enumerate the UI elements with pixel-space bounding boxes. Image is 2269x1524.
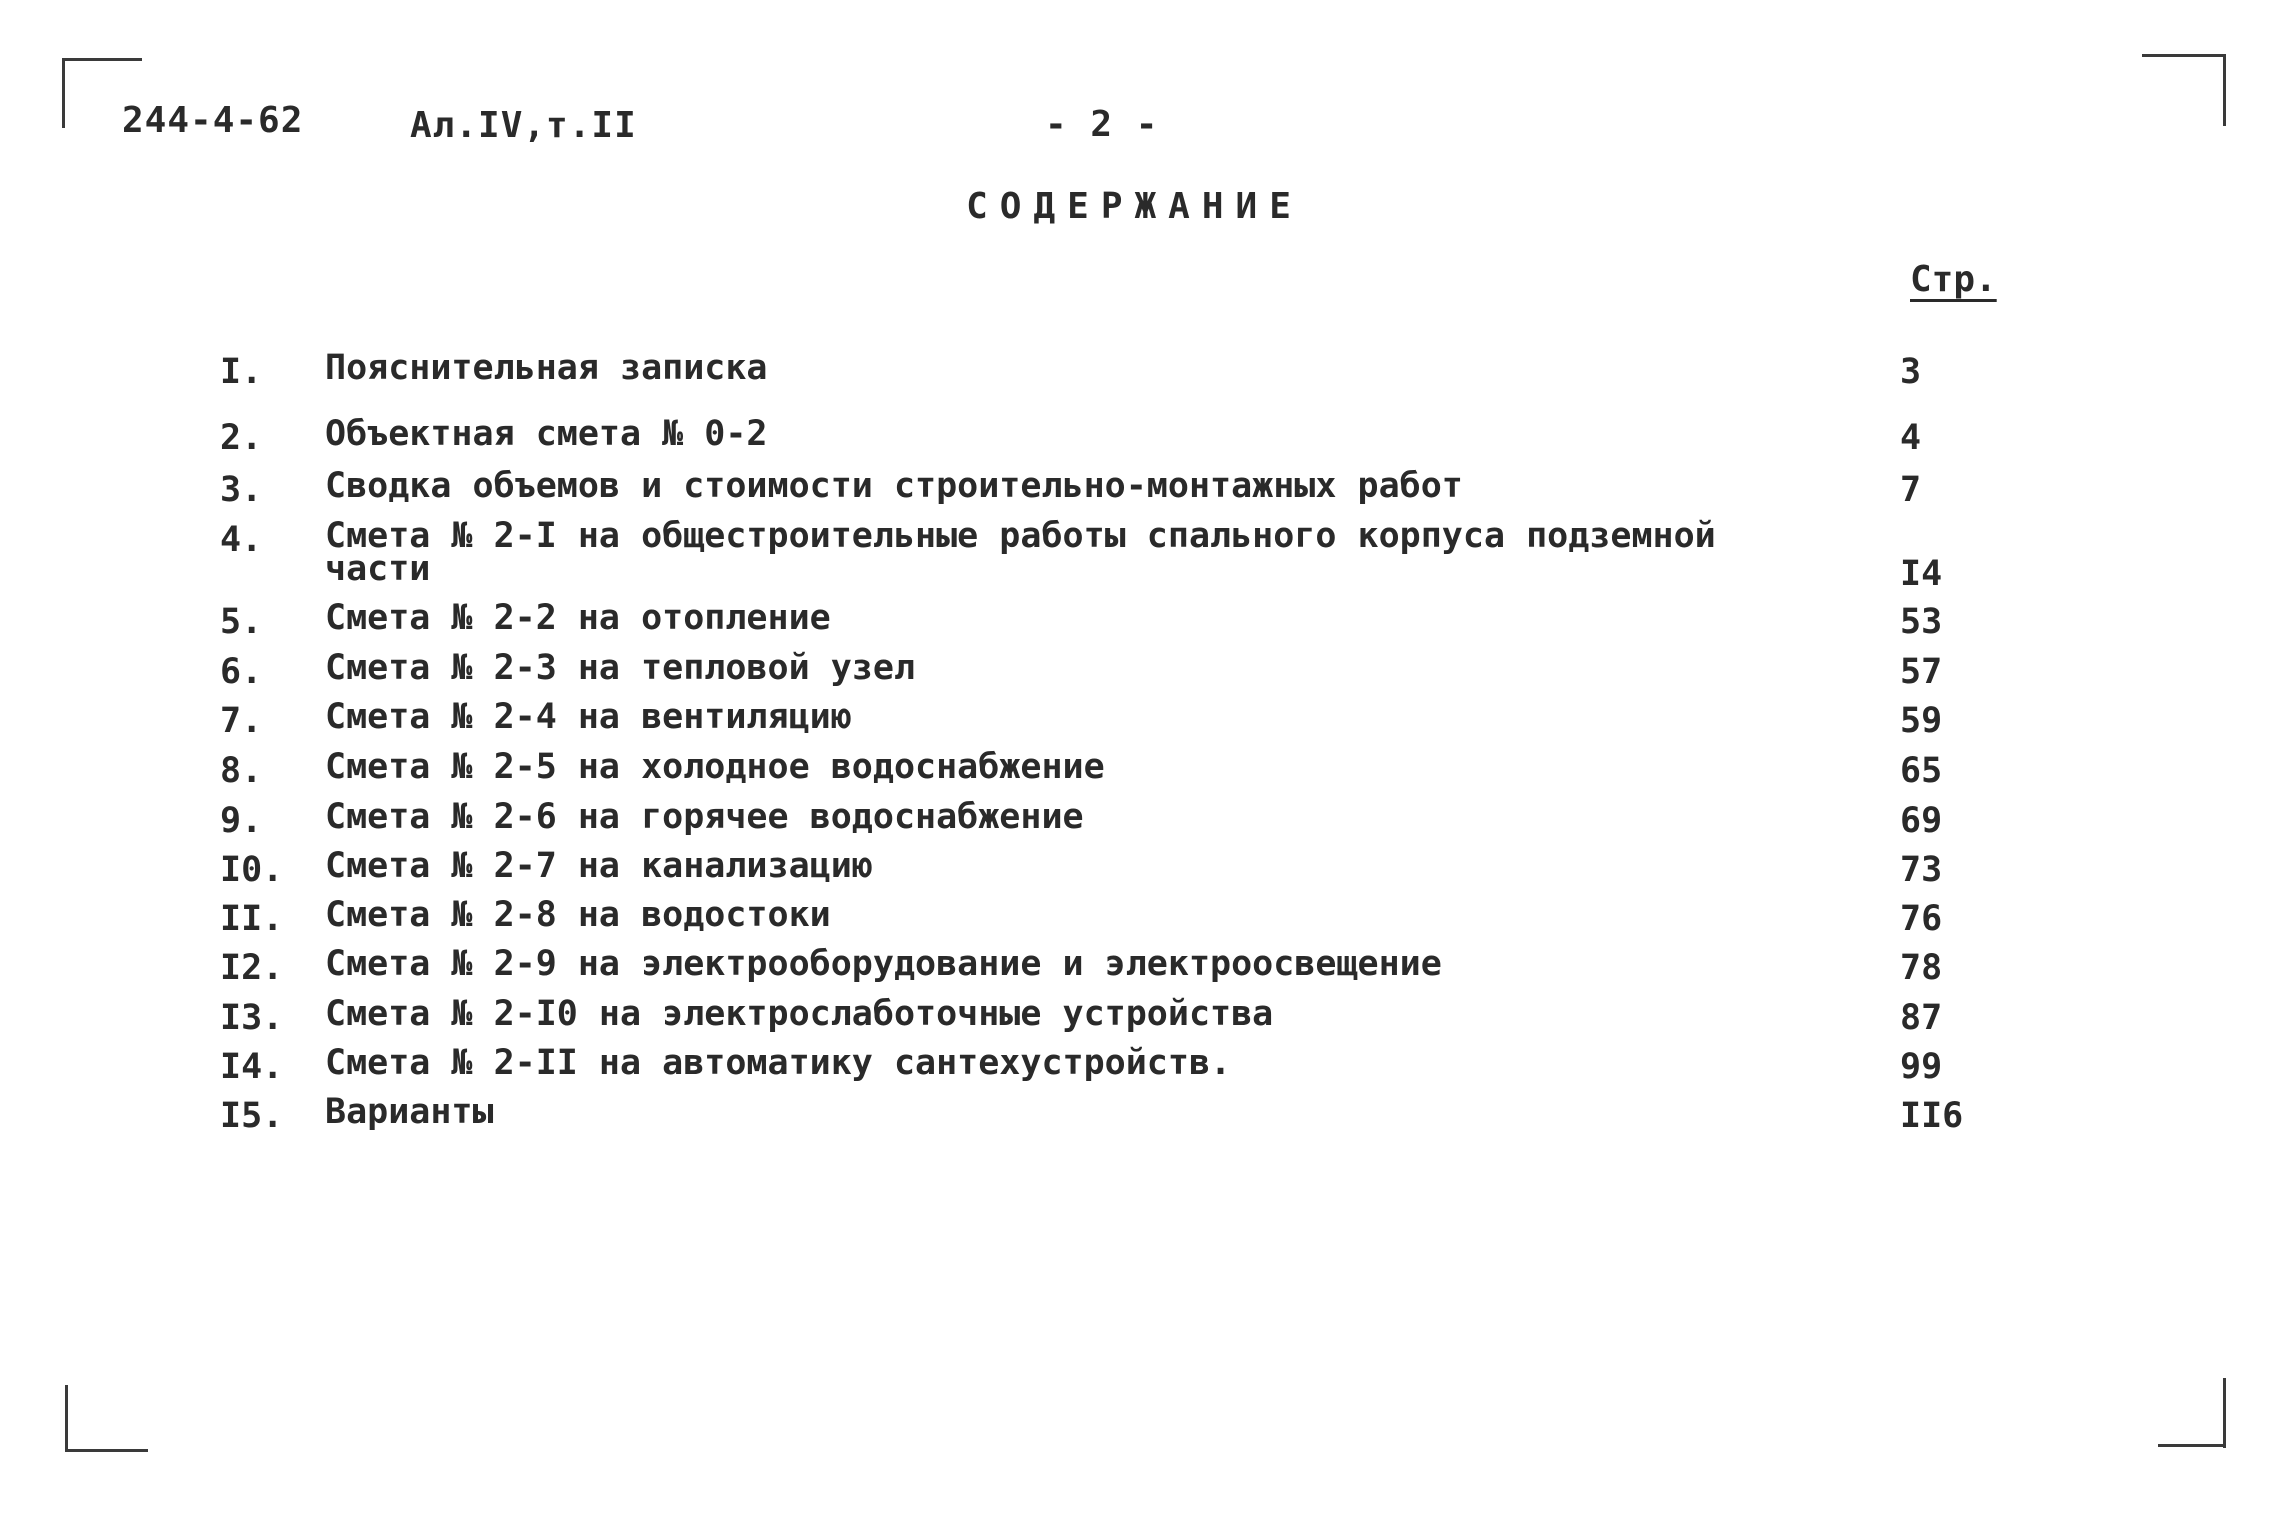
- toc-row: [0, 414, 2269, 466]
- toc-row: [0, 747, 2269, 799]
- toc-item-page: I4: [1900, 554, 1943, 594]
- toc-item-number: 9.: [220, 801, 263, 841]
- toc-item-title: Объектная смета № 0-2: [325, 414, 768, 454]
- crop-mark-top-left: [62, 58, 65, 128]
- toc-row: [0, 895, 2269, 947]
- toc-item-page: 65: [1900, 751, 1943, 791]
- crop-mark-bottom-right: [2158, 1444, 2226, 1447]
- crop-mark-bottom-left: [65, 1449, 148, 1452]
- toc-item-title: Сводка объемов и стоимости строительно-монтажных работ: [325, 466, 1463, 506]
- toc-item-number: I0.: [220, 850, 284, 890]
- toc-item-title: Смета № 2-8 на водостоки: [325, 895, 831, 935]
- toc-item-number: I3.: [220, 998, 284, 1038]
- crop-mark-top-left: [62, 58, 142, 61]
- crop-mark-top-right: [2223, 54, 2226, 126]
- toc-item-number: 3.: [220, 470, 263, 510]
- toc-item-title: Смета № 2-4 на вентиляцию: [325, 697, 852, 737]
- toc-item-page: 57: [1900, 652, 1943, 692]
- page-title: СОДЕРЖАНИЕ: [966, 186, 1303, 227]
- toc-item-title: Смета № 2-2 на отопление: [325, 598, 831, 638]
- crop-mark-bottom-right: [2223, 1378, 2226, 1448]
- toc-item-page: 4: [1900, 418, 1922, 458]
- toc-item-page: 78: [1900, 948, 1943, 988]
- toc-item-number: 7.: [220, 701, 263, 741]
- toc-item-title: Смета № 2-3 на тепловой узел: [325, 648, 916, 688]
- page-number: - 2 -: [1045, 104, 1159, 145]
- toc-item-number: 2.: [220, 418, 263, 458]
- toc-row: [0, 797, 2269, 849]
- toc-item-page: 73: [1900, 850, 1943, 890]
- toc-item-page: 59: [1900, 701, 1943, 741]
- toc-row: [0, 598, 2269, 650]
- toc-item-title: Смета № 2-6 на горячее водоснабжение: [325, 797, 1084, 837]
- toc-row: [0, 846, 2269, 898]
- toc-item-number: I4.: [220, 1047, 284, 1087]
- toc-item-title: Смета № 2-I0 на электрослаботочные устройства: [325, 994, 1274, 1034]
- crop-mark-bottom-left: [65, 1385, 68, 1451]
- toc-item-page: 99: [1900, 1047, 1943, 1087]
- toc-item-page: II6: [1900, 1096, 1964, 1136]
- toc-item-page: 69: [1900, 801, 1943, 841]
- crop-mark-top-right: [2142, 54, 2226, 57]
- toc-item-title: Смета № 2-5 на холодное водоснабжение: [325, 747, 1105, 787]
- toc-item-title: Смета № 2-9 на электрооборудование и электроосвещение: [325, 944, 1442, 984]
- pages-column-header: Стр.: [1910, 259, 1997, 300]
- toc-row: [0, 1043, 2269, 1095]
- toc-row: [0, 348, 2269, 400]
- toc-item-number: 8.: [220, 751, 263, 791]
- toc-item-page: 53: [1900, 602, 1943, 642]
- toc-item-page: 3: [1900, 352, 1922, 392]
- toc-item-page: 76: [1900, 899, 1943, 939]
- document-code: 244-4-62: [122, 100, 304, 141]
- toc-item-title: Смета № 2-I на общестроительные работы спального корпуса подземной части: [325, 516, 1716, 589]
- toc-item-title: Варианты: [325, 1092, 494, 1132]
- toc-row: [0, 697, 2269, 749]
- toc-row: [0, 648, 2269, 700]
- toc-item-number: I.: [220, 352, 263, 392]
- toc-row: [0, 994, 2269, 1046]
- toc-item-page: 7: [1900, 470, 1922, 510]
- toc-item-number: 5.: [220, 602, 263, 642]
- toc-item-number: 4.: [220, 520, 263, 560]
- toc-item-number: I2.: [220, 948, 284, 988]
- toc-row: [0, 516, 2269, 602]
- toc-row: [0, 944, 2269, 996]
- toc-item-number: I5.: [220, 1096, 284, 1136]
- toc-row: [0, 466, 2269, 518]
- toc-item-title: Смета № 2-II на автоматику сантехустройств.: [325, 1043, 1232, 1083]
- toc-row: [0, 1092, 2269, 1144]
- toc-item-number: II.: [220, 899, 284, 939]
- toc-item-title: Пояснительная записка: [325, 348, 768, 388]
- toc-item-title: Смета № 2-7 на канализацию: [325, 846, 873, 886]
- toc-item-page: 87: [1900, 998, 1943, 1038]
- toc-item-number: 6.: [220, 652, 263, 692]
- album-reference: Ал.IV,т.II: [410, 105, 637, 146]
